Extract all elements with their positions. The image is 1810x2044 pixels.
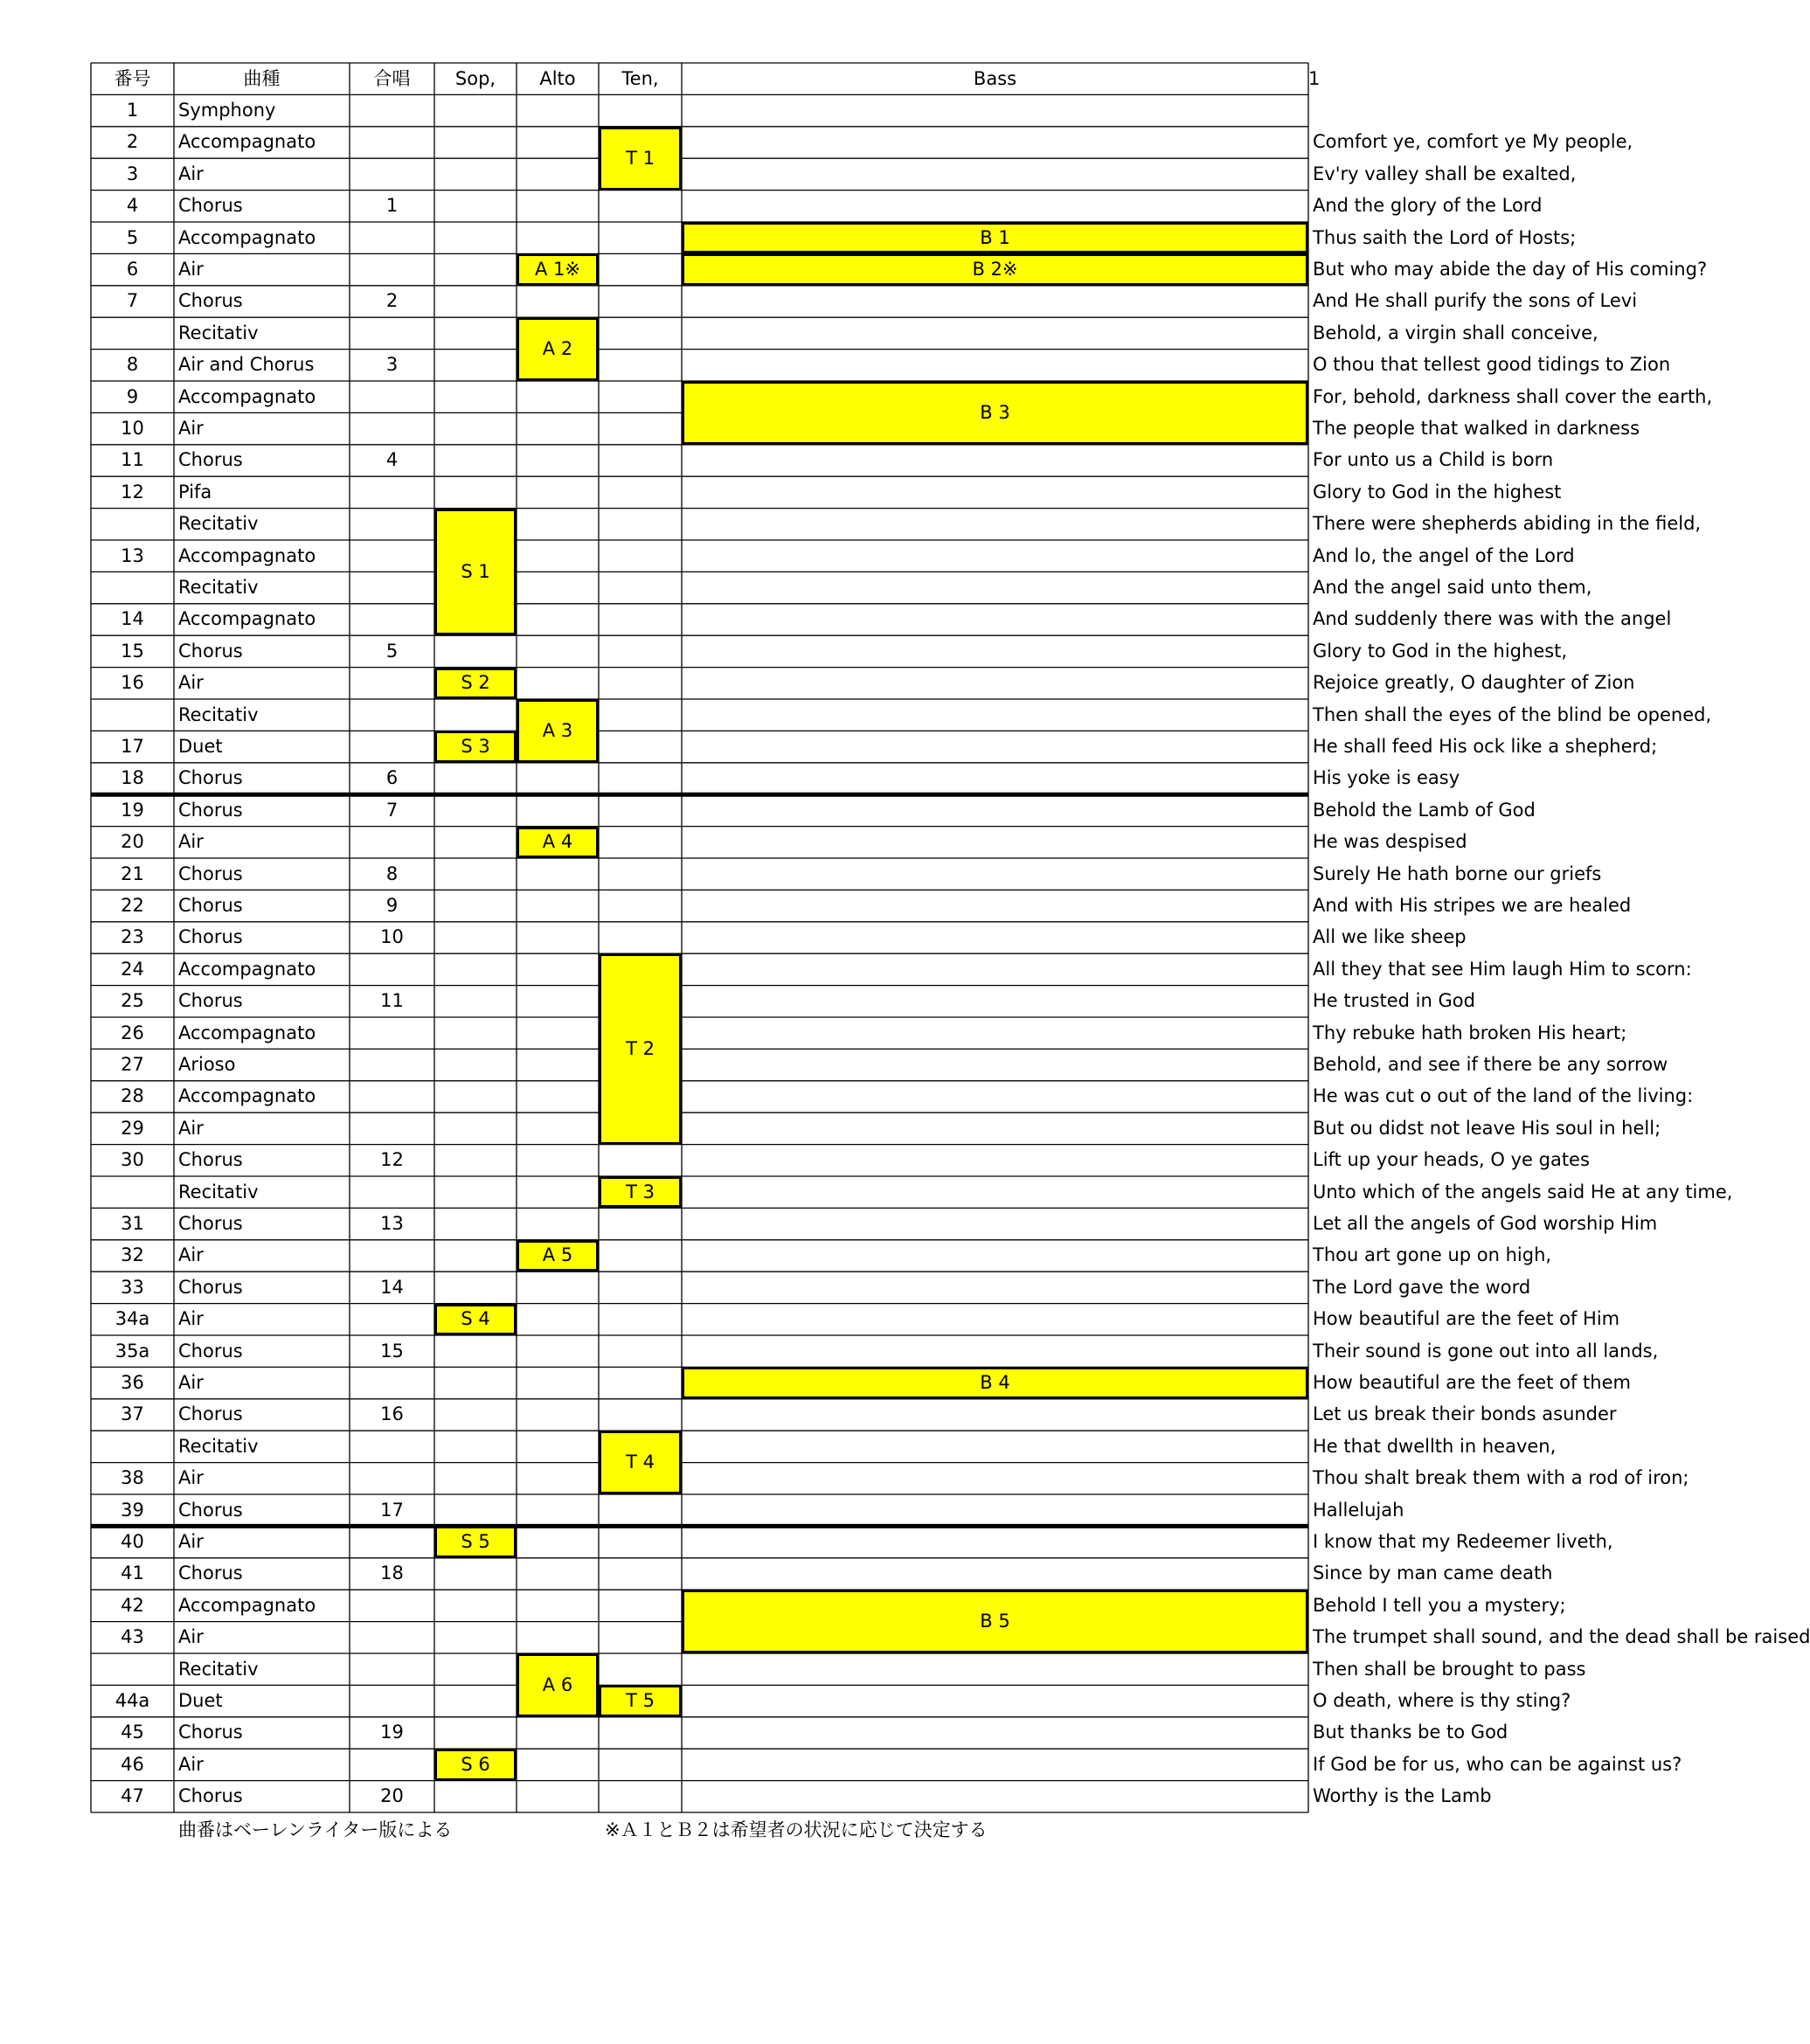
cell-chorus [350,1367,434,1398]
cell-chorus [350,1176,434,1208]
cell-text: Thou shalt break them with a rod of iron; [1313,1467,1689,1489]
solo-assignment-box: A 5 [517,1240,599,1271]
cell-text [1308,94,1313,126]
cell-text: Glory to God in the highest [1313,481,1562,502]
cell-number: 21 [121,863,144,884]
cell-number: 33 [121,1276,144,1298]
cell-text: And He shall purify the sons of Levi [1313,290,1638,312]
cell-chorus [350,604,434,635]
cell-number: 11 [121,449,144,471]
cell-type: Duet [178,1690,223,1712]
cell-type: Chorus [178,799,243,821]
cell-chorus [350,476,434,508]
cell-text: And the angel said unto them, [1313,577,1592,599]
cell-chorus: 11 [380,990,404,1012]
cell-text: Behold the Lamb of God [1313,799,1536,821]
cell-number: 46 [121,1753,144,1775]
cell-chorus [350,1526,434,1557]
cell-text: If God be for us, who can be against us? [1313,1753,1682,1775]
solo-assignment-box: S 6 [434,1749,517,1780]
cell-type: Chorus [178,1340,243,1362]
cell-text: Thou art gone up on high, [1313,1244,1552,1266]
header-type: 曲種 [243,67,281,89]
cell-number: 26 [121,1022,144,1043]
cell-type: Air [178,1626,204,1648]
cell-type: Chorus [178,926,243,948]
cell-text: And lo, the angel of the Lord [1313,544,1575,566]
cell-chorus [350,1590,434,1621]
cell-type: Accompagnato [178,1022,316,1043]
cell-number [91,509,174,540]
cell-text: And suddenly there was with the angel [1313,608,1672,630]
cell-number: 13 [121,544,144,566]
solo-assignment-box: T 3 [599,1176,682,1208]
cell-text: But thanks be to God [1313,1722,1508,1743]
cell-type: Air [178,1531,204,1553]
cell-chorus: 15 [380,1340,404,1362]
cell-chorus: 2 [385,290,399,312]
cell-type: Recitativ [178,577,259,599]
cell-number: 34a [114,1308,150,1330]
cell-number: 29 [121,1117,144,1139]
cell-type: Air [178,1467,204,1489]
cell-chorus [350,1304,434,1335]
cell-type: Air [178,418,204,440]
cell-text: There were shepherds abiding in the field, [1313,513,1702,535]
cell-type: Chorus [178,195,243,217]
cell-number: 41 [121,1562,144,1584]
cell-chorus [350,1081,434,1112]
solo-assignment-box: B 3 [682,381,1308,445]
cell-text: Lift up your heads, O ye gates [1313,1149,1590,1171]
cell-type: Chorus [178,1149,243,1171]
cell-text: How beautiful are the feet of Him [1313,1308,1620,1330]
cell-text: Their sound is gone out into all lands, [1313,1340,1659,1362]
cell-chorus: 16 [380,1403,404,1425]
cell-type: Accompagnato [178,544,316,566]
cell-type: Accompagnato [178,131,316,153]
cell-text: He was despised [1313,831,1467,853]
cell-text: The people that walked in darkness [1313,418,1640,440]
cell-chorus [350,158,434,190]
cell-chorus: 9 [385,895,399,917]
cell-type: Chorus [178,1785,243,1807]
cell-number: 45 [121,1722,144,1743]
cell-chorus: 19 [380,1722,404,1743]
cell-number: 47 [121,1785,144,1807]
cell-type: Chorus [178,1562,243,1584]
cell-number: 19 [121,799,144,821]
cell-type: Accompagnato [178,385,316,407]
cell-chorus [350,1240,434,1271]
cell-text: The Lord gave the word [1313,1276,1531,1298]
cell-text: Rejoice greatly, O daughter of Zion [1313,672,1635,694]
cell-type: Air [178,1753,204,1775]
cell-number: 4 [126,195,139,217]
cell-text: And the glory of the Lord [1313,195,1543,217]
cell-number: 14 [121,608,144,630]
cell-number: 31 [121,1213,144,1235]
cell-type: Air and Chorus [178,354,315,376]
cell-text: I know that my Redeemer liveth, [1313,1531,1613,1553]
cell-type: Chorus [178,863,243,884]
cell-number: 23 [121,926,144,948]
footnote-a1-b2: ※Ａ１とＢ２は希望者の状況に応じて決定する [605,1819,988,1840]
cell-number [91,1176,174,1208]
cell-text: His yoke is easy [1313,767,1460,789]
cell-chorus: 17 [380,1499,404,1521]
cell-number: 25 [121,990,144,1012]
solo-assignment-box: A 3 [517,699,599,763]
cell-type: Symphony [178,100,276,121]
cell-chorus: 4 [385,449,399,471]
cell-chorus [350,1431,434,1462]
cell-number: 28 [121,1085,144,1107]
cell-type: Chorus [178,290,243,312]
cell-type: Recitativ [178,322,259,343]
cell-text: O thou that tellest good tidings to Zion [1313,354,1671,376]
cell-number: 40 [121,1531,144,1553]
cell-chorus [350,1653,434,1685]
cell-type: Air [178,672,204,694]
solo-assignment-box: A 2 [517,317,599,381]
cell-type: Duet [178,736,223,758]
cell-number: 16 [121,672,144,694]
cell-type: Chorus [178,990,243,1012]
cell-text: Glory to God in the highest, [1313,640,1568,662]
cell-type: Recitativ [178,1658,259,1680]
cell-chorus [350,1463,434,1494]
cell-type: Accompagnato [178,958,316,980]
solo-assignment-box: B 4 [682,1367,1308,1398]
cell-number: 43 [121,1626,144,1648]
cell-chorus [350,1017,434,1049]
cell-chorus: 14 [380,1276,404,1298]
cell-chorus [350,381,434,412]
cell-text: Hallelujah [1313,1499,1404,1521]
solo-assignment-box: B 5 [682,1590,1308,1653]
cell-type: Pifa [178,481,212,502]
cell-type: Accompagnato [178,226,316,248]
cell-chorus: 13 [380,1213,404,1235]
cell-text: Behold, and see if there be any sorrow [1313,1054,1668,1076]
cell-type: Chorus [178,895,243,917]
solo-assignment-box: B 1 [682,222,1308,253]
cell-text: Since by man came death [1313,1562,1553,1584]
cell-chorus [350,412,434,444]
cell-number: 17 [121,736,144,758]
cell-type: Chorus [178,640,243,662]
cell-number: 1 [126,100,139,121]
cell-number: 24 [121,958,144,980]
cell-text: Thus saith the Lord of Hosts; [1313,226,1577,248]
messiah-assignment-sheet [91,63,1810,1810]
solo-assignment-box: S 2 [434,668,517,699]
cell-number: 38 [121,1467,144,1489]
cell-text: But who may abide the day of His coming? [1313,259,1708,281]
cell-chorus [350,572,434,603]
cell-number: 2 [126,131,139,153]
cell-type: Air [178,1117,204,1139]
cell-number [91,699,174,731]
solo-assignment-box: S 5 [434,1526,517,1557]
cell-number: 22 [121,895,144,917]
cell-text: But ou didst not leave His soul in hell; [1313,1117,1661,1139]
cell-number [91,1431,174,1462]
cell-chorus: 5 [385,640,399,662]
cell-number [91,1653,174,1685]
cell-number: 32 [121,1244,144,1266]
cell-type: Recitativ [178,1181,259,1202]
cell-number: 44a [114,1690,150,1712]
cell-chorus: 20 [380,1785,404,1807]
cell-chorus [350,509,434,540]
cell-chorus [350,1112,434,1144]
cell-type: Chorus [178,449,243,471]
cell-text: He was cut o out of the land of the living: [1313,1085,1694,1107]
cell-number: 9 [126,385,139,407]
cell-number: 36 [121,1372,144,1394]
cell-type: Recitativ [178,513,259,535]
cell-number: 30 [121,1149,144,1171]
cell-type: Accompagnato [178,608,316,630]
cell-number: 3 [126,163,139,184]
cell-number [91,317,174,349]
cell-text: All we like sheep [1313,926,1467,948]
cell-text: Unto which of the angels said He at any time, [1313,1181,1733,1202]
cell-number: 10 [121,418,144,440]
cell-number: 6 [126,259,139,281]
cell-chorus [350,1622,434,1653]
cell-number: 37 [121,1403,144,1425]
cell-chorus: 8 [385,863,399,884]
cell-type: Accompagnato [178,1085,316,1107]
cell-type: Air [178,259,204,281]
cell-number: 18 [121,767,144,789]
cell-type: Chorus [178,767,243,789]
solo-assignment-box: S 4 [434,1304,517,1335]
cell-chorus [350,222,434,253]
cell-text: He that dwellth in heaven, [1313,1435,1557,1457]
cell-text: He shall feed His ock like a shepherd; [1313,736,1658,758]
solo-assignment-box: T 2 [599,953,682,1144]
cell-number: 35a [114,1340,150,1362]
cell-text: Comfort ye, comfort ye My people, [1313,131,1633,153]
cell-type: Air [178,163,204,184]
cell-type: Air [178,1308,204,1330]
cell-type: Recitativ [178,703,259,725]
header-text: 1 [1308,67,1321,89]
cell-text: Ev'ry valley shall be exalted, [1313,163,1577,184]
cell-type: Arioso [178,1054,236,1076]
cell-text: Then shall the eyes of the blind be opened, [1313,703,1712,725]
cell-type: Chorus [178,1276,243,1298]
cell-type: Recitativ [178,1435,259,1457]
cell-text: He trusted in God [1313,990,1475,1012]
cell-number: 8 [126,354,139,376]
cell-text: Worthy is the Lamb [1313,1785,1492,1807]
cell-text: For, behold, darkness shall cover the earth, [1313,385,1713,407]
cell-type: Chorus [178,1499,243,1521]
cell-chorus [350,1749,434,1780]
cell-text: Let us break their bonds asunder [1313,1403,1617,1425]
cell-text: Let all the angels of God worship Him [1313,1213,1658,1235]
cell-chorus: 6 [385,767,399,789]
cell-chorus: 3 [385,354,399,376]
cell-chorus [350,699,434,731]
solo-assignment-box: S 3 [434,731,517,762]
cell-type: Chorus [178,1722,243,1743]
header-alto: Alto [539,67,576,89]
cell-number: 5 [126,226,139,248]
footnote-edition: 曲番はベーレンライター版による [178,1819,453,1840]
cell-chorus [350,540,434,572]
header-bass: Bass [973,67,1017,89]
cell-number [91,572,174,603]
cell-number: 20 [121,831,144,853]
cell-chorus [350,317,434,349]
solo-assignment-box: A 1※ [517,253,599,285]
cell-text: Thy rebuke hath broken His heart; [1313,1022,1627,1043]
solo-assignment-box: T 5 [599,1685,682,1716]
cell-chorus [350,827,434,858]
cell-type: Air [178,831,204,853]
cell-number: 7 [126,290,139,312]
cell-type: Accompagnato [178,1594,316,1616]
cell-number: 12 [121,481,144,502]
cell-chorus [350,1049,434,1080]
header-soprano: Sop, [454,67,496,89]
cell-text: The trumpet shall sound, and the dead shall be raised [1313,1626,1810,1648]
cell-chorus [350,94,434,126]
cell-text: All they that see Him laugh Him to scorn: [1313,958,1692,980]
cell-chorus [350,127,434,158]
cell-chorus [350,731,434,762]
cell-chorus: 1 [385,195,399,217]
cell-number: 39 [121,1499,144,1521]
cell-text: Then shall be brought to pass [1313,1658,1586,1680]
solo-assignment-box: S 1 [434,509,517,636]
cell-chorus: 7 [385,799,399,821]
cell-number: 15 [121,640,144,662]
header-chorus: 合唱 [373,67,411,89]
cell-text: For unto us a Child is born [1313,449,1554,471]
cell-chorus: 18 [380,1562,404,1584]
cell-text: And with His stripes we are healed [1313,895,1632,917]
solo-assignment-box: A 6 [517,1653,599,1717]
solo-assignment-box: T 4 [599,1431,682,1494]
cell-text: Behold, a virgin shall conceive, [1313,322,1598,343]
cell-type: Air [178,1372,204,1394]
cell-chorus [350,668,434,699]
cell-number: 42 [121,1594,144,1616]
cell-type: Chorus [178,1213,243,1235]
cell-text: O death, where is thy sting? [1313,1690,1571,1712]
cell-number: 27 [121,1054,144,1076]
cell-chorus [350,253,434,285]
cell-type: Chorus [178,1403,243,1425]
cell-text: Behold I tell you a mystery; [1313,1594,1566,1616]
cell-chorus [350,953,434,985]
cell-text: Surely He hath borne our griefs [1313,863,1602,884]
cell-type: Air [178,1244,204,1266]
header-tenor: Ten, [621,67,659,89]
solo-assignment-box: B 2※ [682,253,1308,285]
solo-assignment-box: A 4 [517,827,599,858]
solo-assignment-box: T 1 [599,127,682,191]
cell-chorus: 12 [380,1149,404,1171]
header-number: 番号 [114,67,151,89]
cell-text: How beautiful are the feet of them [1313,1372,1631,1394]
cell-chorus [350,1685,434,1716]
cell-chorus: 10 [380,926,404,948]
